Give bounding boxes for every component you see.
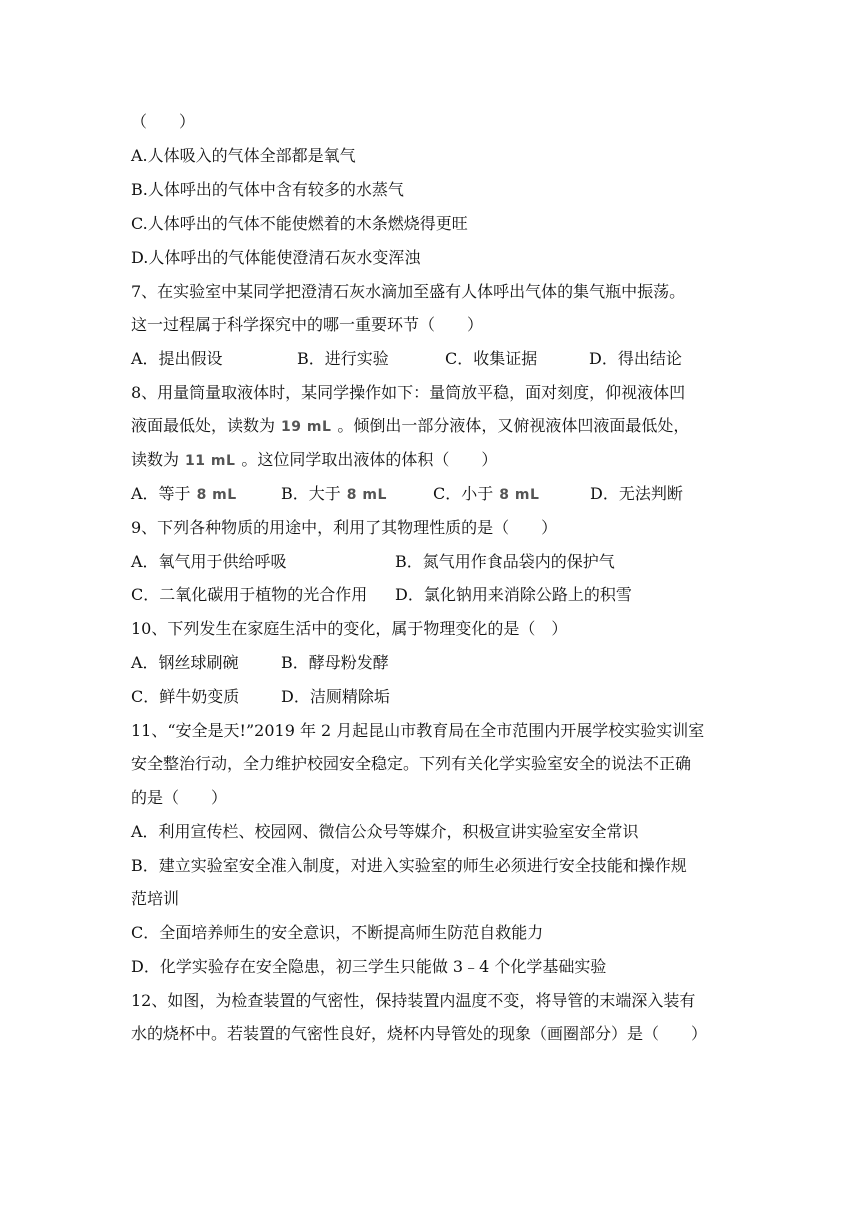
- q10-option-a: A．钢丝球刷碗: [131, 653, 239, 672]
- q8-option-b: [281, 484, 393, 505]
- answer-blank: （ ）: [131, 112, 196, 131]
- q10-option-c: C．鲜牛奶变质: [131, 687, 240, 706]
- question-10: 10、下列发生在家庭生活中的变化，属于物理变化的是（ ）: [131, 619, 568, 638]
- volume-value: 8 mL: [499, 487, 540, 503]
- q8-text: 。倾倒出一部分液体，又俯视液体凹液面最低处，: [337, 416, 690, 435]
- volume-value: 8 mL: [346, 487, 387, 503]
- q9-option-a: A．氧气用于供给呼吸: [131, 552, 287, 571]
- volume-value: 11 mL: [185, 453, 236, 469]
- question-12-line-1: 12、如图，为检查装置的气密性，保持装置内温度不变，将导管的末端深入装有: [131, 991, 696, 1010]
- q9-option-c: C．二氧化碳用于植物的光合作用: [131, 585, 368, 604]
- q11-option-a: A．利用宣传栏、校园网、微信公众号等媒介，积极宣讲实验室安全常识: [131, 822, 639, 841]
- q8-option-d: D．无法判断: [590, 484, 683, 503]
- q11-option-b-line-1: B．建立实验室安全准入制度，对进入实验室的师生必须进行安全技能和操作规: [131, 856, 687, 875]
- q8-option-a-label: A．等于: [131, 484, 191, 503]
- q10-option-b: B．酵母粉发酵: [281, 653, 389, 672]
- q10-option-d: D．洁厕精除垢: [281, 687, 390, 706]
- question-12-line-2: 水的烧杯中。若装置的气密性良好，烧杯内导管处的现象（画圈部分）是（ ）: [131, 1024, 708, 1043]
- q9-option-d: D．氯化钠用来消除公路上的积雪: [395, 585, 632, 604]
- q7-option-a: A．提出假设: [131, 349, 223, 368]
- option-a: A.人体吸入的气体全部都是氧气: [131, 146, 356, 165]
- question-11-line-3: 的是（ ）: [131, 788, 228, 807]
- question-9-options-row-2: [131, 585, 751, 605]
- question-8-line-3: [131, 450, 497, 471]
- question-8-options: [131, 484, 751, 504]
- q9-option-b: B．氮气用作食品袋内的保护气: [395, 552, 615, 571]
- volume-value: 19 mL: [281, 419, 332, 435]
- question-8-line-1: 8、用量筒量取液体时，某同学操作如下：量筒放平稳，面对刻度，仰视液体凹: [131, 383, 686, 402]
- q8-option-c: [433, 484, 545, 505]
- question-8-line-2: [131, 416, 689, 437]
- q7-option-b: B．进行实验: [297, 349, 389, 368]
- question-7-options: [131, 349, 751, 369]
- question-10-options-row-1: [131, 653, 751, 673]
- q7-option-d: D．得出结论: [589, 349, 682, 368]
- q8-text: 。这位同学取出液体的体积（ ）: [241, 450, 498, 469]
- q8-text: 读数为: [131, 450, 180, 469]
- question-9: 9、下列各种物质的用途中，利用了其物理性质的是（ ）: [131, 518, 558, 537]
- q11-option-c: C．全面培养师生的安全意识，不断提高师生防范自救能力: [131, 923, 544, 942]
- option-d: D.人体呼出的气体能使澄清石灰水变浑浊: [131, 248, 421, 267]
- question-11-line-1: 11、“安全是天!”2019 年 2 月起昆山市教育局在全市范围内开展学校实验实训室: [131, 721, 705, 740]
- q11-option-d: D．化学实验存在安全隐患，初三学生只能做 3﹣4 个化学基础实验: [131, 957, 607, 976]
- question-7-line-2: 这一过程属于科学探究中的哪一重要环节（ ）: [131, 315, 484, 334]
- q8-option-b-label: B．大于: [281, 484, 341, 503]
- volume-value: 8 mL: [196, 487, 237, 503]
- question-11-line-2: 安全整治行动，全力维护校园安全稳定。下列有关化学实验室安全的说法不正确: [131, 754, 692, 773]
- question-7-line-1: 7、在实验室中某同学把澄清石灰水滴加至盛有人体呼出气体的集气瓶中振荡。: [131, 282, 686, 301]
- q8-option-a: [131, 484, 243, 505]
- q11-option-b-line-2: 范培训: [131, 889, 180, 908]
- q8-text: 液面最低处，读数为: [131, 416, 276, 435]
- q7-option-c: C．收集证据: [445, 349, 538, 368]
- option-c: C.人体呼出的气体不能使燃着的木条燃烧得更旺: [131, 214, 468, 233]
- question-10-options-row-2: [131, 687, 751, 707]
- q8-option-c-label: C．小于: [433, 484, 494, 503]
- question-9-options-row-1: [131, 552, 751, 572]
- option-b: B.人体呼出的气体中含有较多的水蒸气: [131, 180, 404, 199]
